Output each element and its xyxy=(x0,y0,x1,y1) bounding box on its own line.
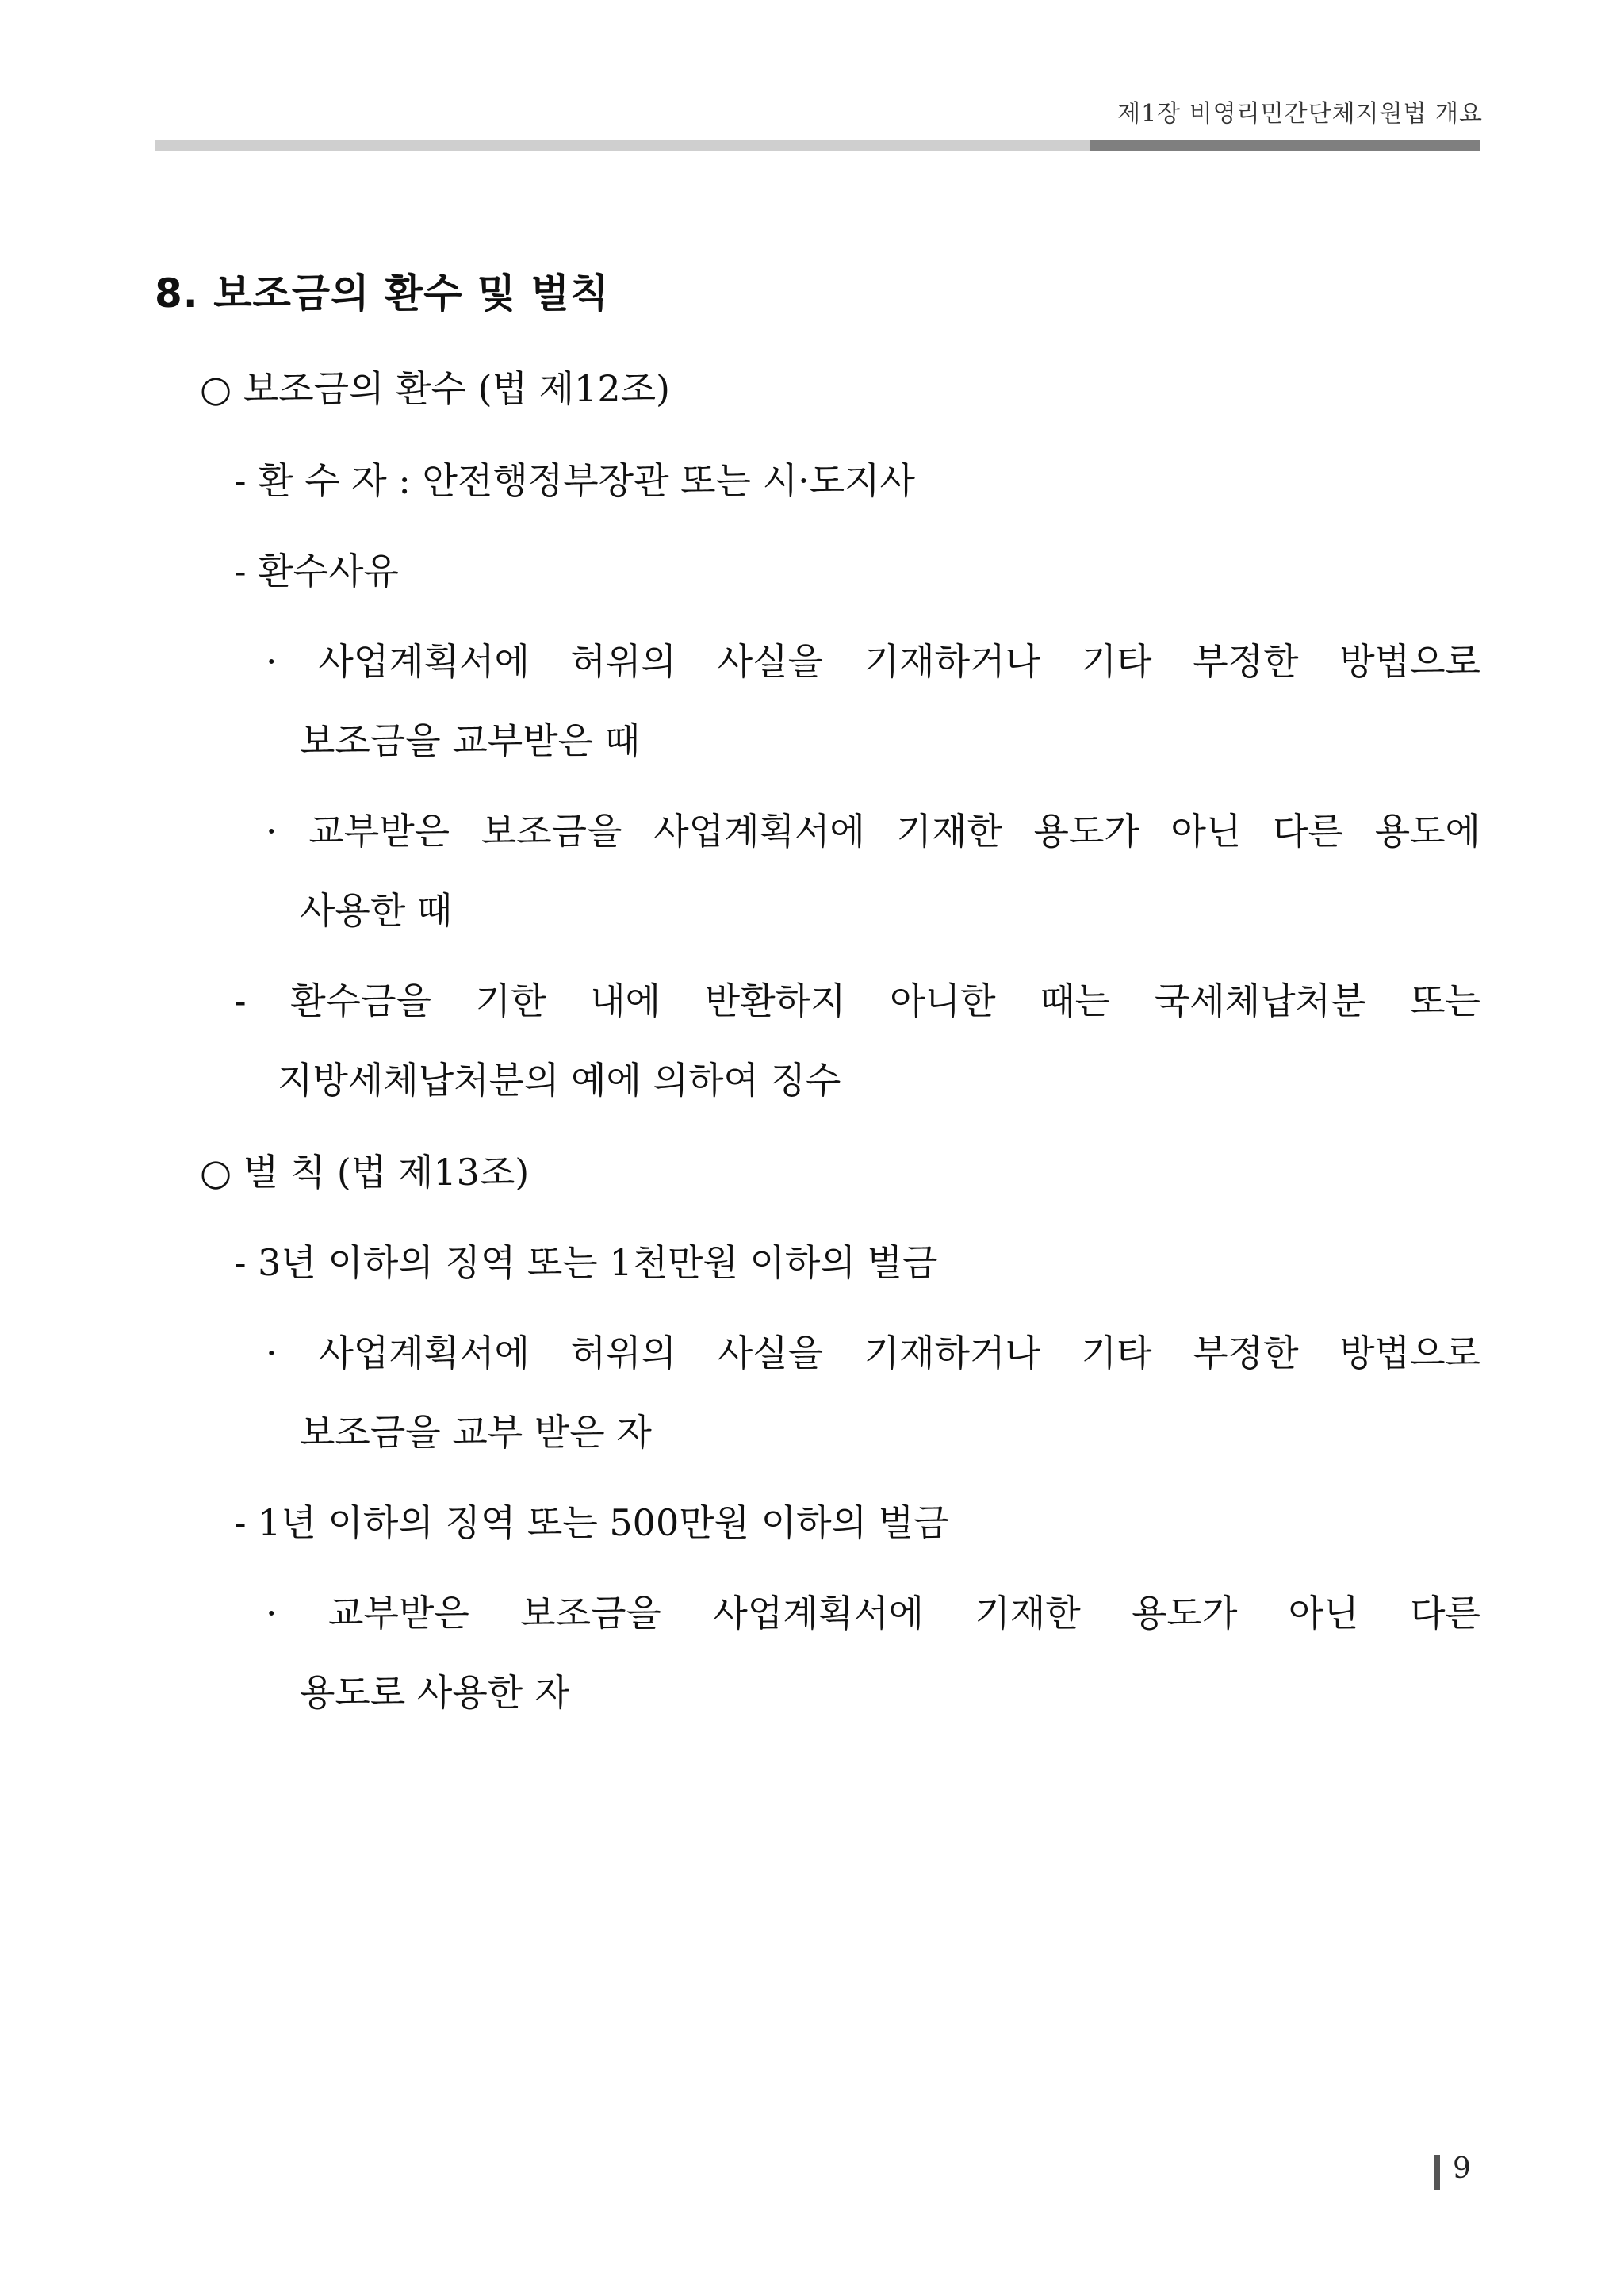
penalty-1-line: - 3년 이하의 징역 또는 1천만원 이하의 벌금 xyxy=(234,1241,938,1284)
running-header: 제1장 비영리민간단체지원법 개요 xyxy=(1117,100,1483,128)
refund-reason-2-cont: 사용한 때 xyxy=(300,889,453,932)
bullet-heading-penalty: ○ 벌 칙 (법 제13조) xyxy=(200,1151,530,1194)
penalty-2-detail: · 교부받은 보조금을 사업계획서에 기재한 용도가 아닌 다른 xyxy=(266,1592,1480,1635)
refund-reason-1: · 사업계획서에 허위의 사실을 기재하거나 기타 부정한 방법으로 xyxy=(266,640,1480,683)
refund-collection-line: - 환수금을 기한 내에 반환하지 아니한 때는 국세체납처분 또는 xyxy=(234,979,1480,1022)
header-rule-dark xyxy=(1090,140,1480,151)
refund-reasons-heading: - 환수사유 xyxy=(234,550,399,592)
refund-reason-1-cont: 보조금을 교부받은 때 xyxy=(300,719,641,762)
penalty-1-detail-cont: 보조금을 교부 받은 자 xyxy=(300,1411,652,1454)
page-number-marker xyxy=(1434,2155,1440,2190)
penalty-1-detail: · 사업계획서에 허위의 사실을 기재하거나 기타 부정한 방법으로 xyxy=(266,1332,1480,1374)
refund-authority-line: - 환 수 자 : 안전행정부장관 또는 시·도지사 xyxy=(234,459,915,502)
penalty-2-line: - 1년 이하의 징역 또는 500만원 이하의 벌금 xyxy=(234,1501,949,1544)
header-rule-light xyxy=(155,140,1090,151)
refund-reason-2: · 교부받은 보조금을 사업계획서에 기재한 용도가 아닌 다른 용도에 xyxy=(266,810,1480,853)
refund-collection-cont: 지방세체납처분의 예에 의하여 징수 xyxy=(278,1059,841,1102)
section-title: 8. 보조금의 환수 및 벌칙 xyxy=(155,270,610,316)
bullet-heading-refund: ○ 보조금의 환수 (법 제12조) xyxy=(200,367,670,410)
page-number: 9 xyxy=(1453,2152,1471,2185)
penalty-2-detail-cont: 용도로 사용한 자 xyxy=(300,1671,570,1714)
